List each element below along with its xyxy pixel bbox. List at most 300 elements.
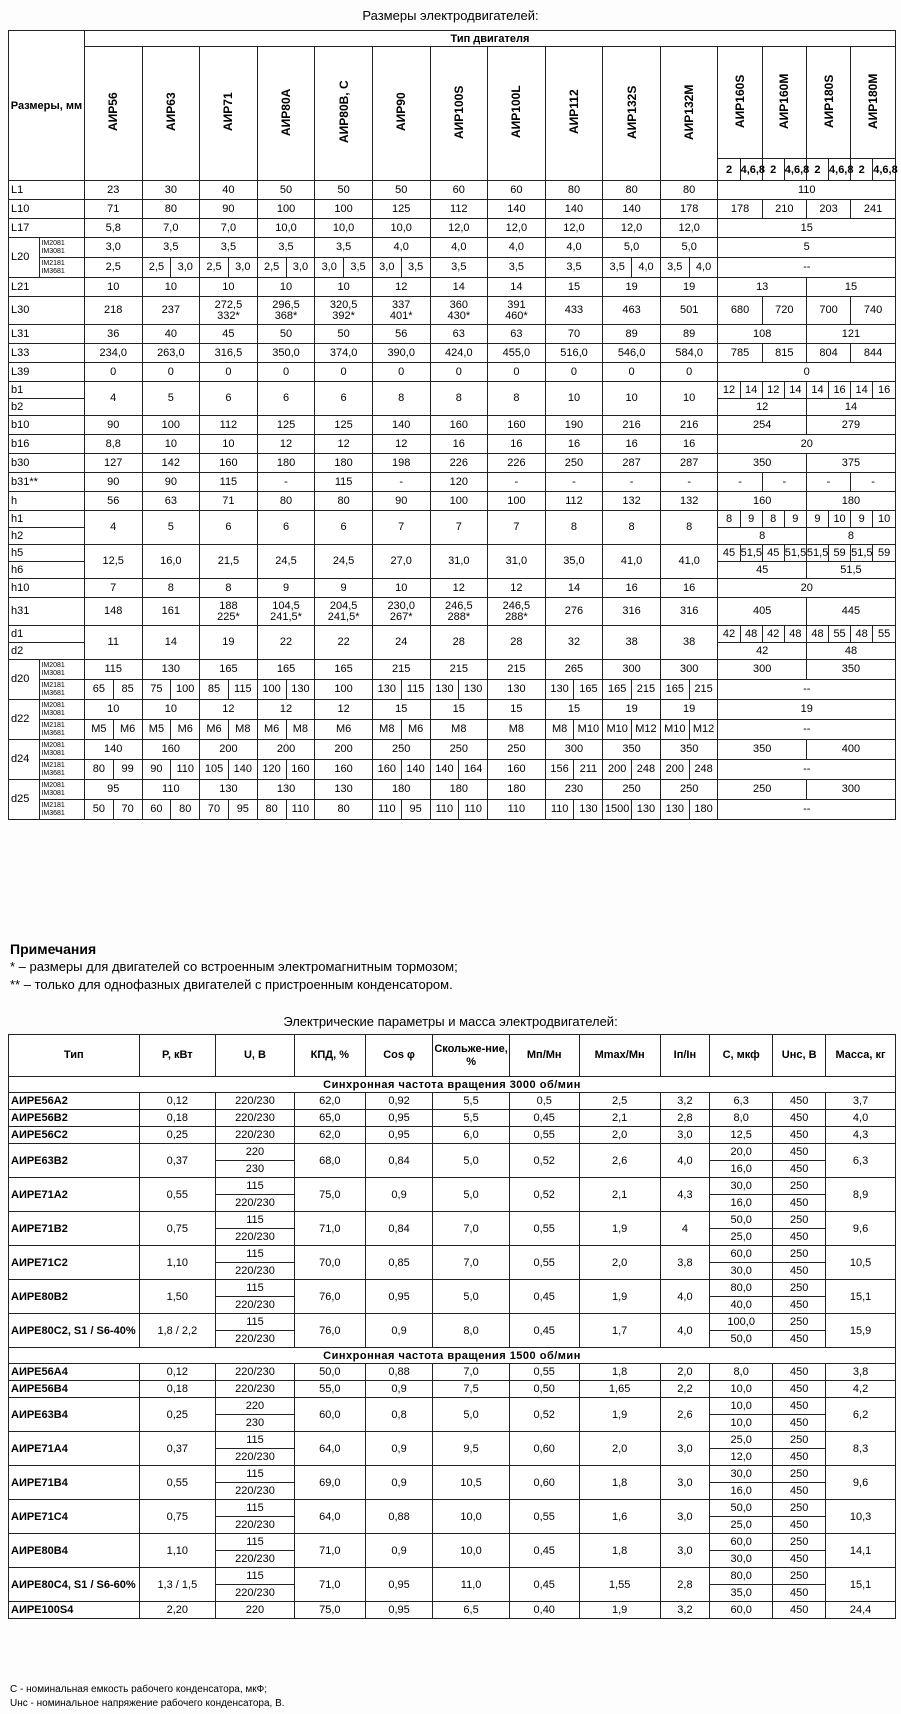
- dim-value: 424,0: [430, 344, 488, 363]
- dim-value: 200: [200, 740, 258, 760]
- dim-value: 16: [873, 382, 896, 399]
- start-current-ratio: 3,0: [660, 1127, 710, 1144]
- power: 0,25: [139, 1127, 216, 1144]
- dim-value: 203: [806, 200, 850, 219]
- dim-value: 90: [200, 200, 258, 219]
- dim-value: 48: [806, 643, 895, 660]
- dim-value: 19: [660, 700, 718, 720]
- dim-value: 8: [142, 579, 200, 598]
- dim-value: 300: [660, 660, 718, 680]
- dim-value: 700: [806, 297, 850, 325]
- start-current-ratio: 3,0: [660, 1466, 710, 1500]
- dim-value: 9: [784, 511, 806, 528]
- dim-value: 80: [545, 181, 603, 200]
- voltage: 220: [216, 1602, 295, 1619]
- dim-value: 10: [257, 278, 315, 297]
- start-current-ratio: 4,0: [660, 1144, 710, 1178]
- dim-value: 90: [84, 416, 142, 435]
- efficiency: 60,0: [294, 1398, 365, 1432]
- dim-value: 50: [315, 325, 373, 344]
- dim-label: h10: [9, 579, 85, 598]
- dim-value: 10: [142, 700, 200, 720]
- slip: 11,0: [433, 1568, 510, 1602]
- dim-value: 241: [851, 200, 896, 219]
- motor-type: АИРЕ71В4: [9, 1466, 140, 1500]
- dim-value: 10: [200, 435, 258, 454]
- efficiency: 62,0: [294, 1093, 365, 1110]
- dim-value: 132: [603, 492, 661, 511]
- dim-value: 200: [257, 740, 315, 760]
- voltage: 115: [216, 1534, 295, 1551]
- voltage: 115: [216, 1500, 295, 1517]
- dim-value: 12,0: [660, 219, 718, 238]
- capacitor-voltage: 450: [773, 1331, 826, 1348]
- mass: 6,2: [826, 1398, 896, 1432]
- dim-value: 50: [84, 800, 113, 820]
- voltage: 220/230: [216, 1585, 295, 1602]
- dim-value: 3,0: [228, 258, 257, 278]
- column-header: Cos φ: [365, 1035, 433, 1077]
- start-torque-ratio: 0,55: [509, 1212, 579, 1246]
- dim-value: 12: [718, 382, 740, 399]
- dim-value: 16,0: [142, 545, 200, 579]
- dim-value: 200: [660, 760, 689, 780]
- dim-label: d24: [9, 740, 40, 780]
- dim-value: 3,5: [603, 258, 632, 278]
- dim-label: L21: [9, 278, 85, 297]
- dim-value: 455,0: [488, 344, 546, 363]
- motor-type-header: [142, 47, 200, 181]
- dim-label: b2: [9, 399, 85, 416]
- dim-value: 40: [200, 181, 258, 200]
- dim-value: 80: [171, 800, 200, 820]
- slip: 7,0: [433, 1246, 510, 1280]
- voltage: 220/230: [216, 1331, 295, 1348]
- cos-phi: 0,95: [365, 1110, 433, 1127]
- dim-value: M6: [401, 720, 430, 740]
- dim-value: 51,5: [806, 545, 828, 562]
- dim-value: 272,5 332*: [200, 297, 258, 325]
- dim-value: 12: [372, 278, 430, 297]
- dim-value: 180: [806, 492, 895, 511]
- dim-value: 246,5 288*: [488, 598, 546, 626]
- dim-value: 130: [660, 800, 689, 820]
- voltage: 220/230: [216, 1483, 295, 1500]
- dim-value: 140: [545, 200, 603, 219]
- mass: 14,1: [826, 1534, 896, 1568]
- dim-value: 15: [488, 700, 546, 720]
- dim-value: 12: [718, 399, 806, 416]
- dim-value: 115: [228, 680, 257, 700]
- start-torque-ratio: 0,5: [509, 1093, 579, 1110]
- voltage: 115: [216, 1280, 295, 1297]
- dim-value: 100: [315, 200, 373, 219]
- power: 1,50: [139, 1280, 216, 1314]
- dim-value: 70: [113, 800, 142, 820]
- dim-value: 180: [315, 454, 373, 473]
- capacitor-voltage: 450: [773, 1602, 826, 1619]
- dim-value: 130: [257, 780, 315, 800]
- dim-value: 160: [286, 760, 315, 780]
- dim-value: 12: [488, 579, 546, 598]
- dim-value: 110: [488, 800, 546, 820]
- dim-label: L1: [9, 181, 85, 200]
- dim-value: 16: [829, 382, 851, 399]
- capacitance: 80,0: [710, 1568, 773, 1585]
- capacitance: 30,0: [710, 1466, 773, 1483]
- mass: 15,9: [826, 1314, 896, 1348]
- capacitance: 8,0: [710, 1110, 773, 1127]
- start-torque-ratio: 0,52: [509, 1398, 579, 1432]
- dim-value: 0: [718, 363, 896, 382]
- dim-value: 296,5 368*: [257, 297, 315, 325]
- dim-value: 80: [257, 492, 315, 511]
- dim-value: 374,0: [315, 344, 373, 363]
- start-current-ratio: 3,2: [660, 1602, 710, 1619]
- dim-value: 80: [660, 181, 718, 200]
- dim-value: 0: [488, 363, 546, 382]
- dim-value: 1500: [603, 800, 632, 820]
- notes: [10, 941, 458, 995]
- dim-value: 55: [829, 626, 851, 643]
- dim-value: M10: [574, 720, 603, 740]
- dim-value: 10: [142, 435, 200, 454]
- dim-value: 48: [851, 626, 873, 643]
- dim-value: 100: [257, 680, 286, 700]
- dim-value: 15: [430, 700, 488, 720]
- dim-value: -: [806, 473, 850, 492]
- dim-value: 7,0: [200, 219, 258, 238]
- dim-value: 5,0: [603, 238, 661, 258]
- power: 0,18: [139, 1110, 216, 1127]
- voltage: 220/230: [216, 1229, 295, 1246]
- mass: 4,2: [826, 1381, 896, 1398]
- dim-value: 130: [315, 780, 373, 800]
- dim-label: b1: [9, 382, 85, 399]
- dim-value: 3,5: [660, 258, 689, 278]
- motor-type: АИРЕ80В2: [9, 1280, 140, 1314]
- dim-value: 165: [574, 680, 603, 700]
- dim-value: 300: [806, 780, 895, 800]
- slip: 7,0: [433, 1212, 510, 1246]
- mount-code: IM2081 IM3081: [40, 660, 85, 680]
- dim-label: d2: [9, 643, 85, 660]
- efficiency: 76,0: [294, 1314, 365, 1348]
- motor-type-header: [430, 47, 488, 181]
- dim-value: 10: [603, 382, 661, 416]
- voltage: 220/230: [216, 1551, 295, 1568]
- dim-value: 140: [603, 200, 661, 219]
- dim-value: 100: [142, 416, 200, 435]
- motor-type-label: АИР180М: [866, 73, 881, 129]
- slip: 5,0: [433, 1144, 510, 1178]
- max-torque-ratio: 1,9: [579, 1398, 660, 1432]
- dim-value: 584,0: [660, 344, 718, 363]
- capacitance: 16,0: [710, 1161, 773, 1178]
- dim-value: 4,0: [545, 238, 603, 258]
- voltage: 115: [216, 1432, 295, 1449]
- dim-value: 0: [257, 363, 315, 382]
- dim-value: 142: [142, 454, 200, 473]
- dim-value: 3,5: [142, 238, 200, 258]
- max-torque-ratio: 1,65: [579, 1381, 660, 1398]
- dim-value: 130: [545, 680, 574, 700]
- capacitor-voltage: 250: [773, 1178, 826, 1195]
- dim-value: 80: [142, 200, 200, 219]
- dim-value: 14: [545, 579, 603, 598]
- capacitance: 80,0: [710, 1280, 773, 1297]
- dim-value: 250: [545, 454, 603, 473]
- dim-value: 125: [257, 416, 315, 435]
- dim-value: 4,0: [430, 238, 488, 258]
- start-current-ratio: 3,8: [660, 1246, 710, 1280]
- dim-value: 248: [689, 760, 718, 780]
- dim-value: 445: [806, 598, 895, 626]
- dim-value: 19: [718, 700, 896, 720]
- motor-type: АИРЕ56А4: [9, 1364, 140, 1381]
- dim-value: 50: [257, 325, 315, 344]
- dim-value: 165: [315, 660, 373, 680]
- group-label: Тип двигателя: [84, 31, 895, 47]
- dim-value: 320,5 392*: [315, 297, 373, 325]
- poles-2: 2: [806, 159, 828, 181]
- dim-value: 41,0: [603, 545, 661, 579]
- start-current-ratio: 3,0: [660, 1500, 710, 1534]
- dim-value: 3,0: [286, 258, 315, 278]
- max-torque-ratio: 1,7: [579, 1314, 660, 1348]
- cos-phi: 0,95: [365, 1280, 433, 1314]
- start-torque-ratio: 0,60: [509, 1466, 579, 1500]
- capacitor-voltage: 250: [773, 1280, 826, 1297]
- capacitor-voltage: 250: [773, 1500, 826, 1517]
- notes-heading: Примечания: [10, 941, 97, 957]
- dim-value: 10: [873, 511, 896, 528]
- capacitance: 60,0: [710, 1246, 773, 1263]
- dim-value: 279: [806, 416, 895, 435]
- dim-value: 165: [660, 680, 689, 700]
- dim-value: 190: [545, 416, 603, 435]
- capacitor-voltage: 250: [773, 1246, 826, 1263]
- dim-label: h1: [9, 511, 85, 528]
- dim-value: 3,5: [430, 258, 488, 278]
- dim-value: 4: [84, 511, 142, 545]
- mass: 3,8: [826, 1364, 896, 1381]
- dim-value: 15: [806, 278, 895, 297]
- power: 1,8 / 2,2: [139, 1314, 216, 1348]
- dim-value: 45: [718, 562, 806, 579]
- dim-value: 31,0: [488, 545, 546, 579]
- dim-value: 59: [873, 545, 896, 562]
- efficiency: 70,0: [294, 1246, 365, 1280]
- dim-value: 9: [315, 579, 373, 598]
- dim-value: 160: [142, 740, 200, 760]
- dim-value: 815: [762, 344, 806, 363]
- mount-code: IM2181 IM3681: [40, 800, 85, 820]
- dim-value: 63: [142, 492, 200, 511]
- dim-value: 42: [762, 626, 784, 643]
- dim-value: M5: [84, 720, 113, 740]
- capacitance: 25,0: [710, 1517, 773, 1534]
- dim-value: 3,0: [372, 258, 401, 278]
- voltage: 230: [216, 1161, 295, 1178]
- dim-value: 63: [488, 325, 546, 344]
- dim-label: h: [9, 492, 85, 511]
- mass: 9,6: [826, 1212, 896, 1246]
- dim-value: 8: [660, 511, 718, 545]
- efficiency: 65,0: [294, 1110, 365, 1127]
- start-torque-ratio: 0,52: [509, 1144, 579, 1178]
- dim-value: 680: [718, 297, 762, 325]
- cos-phi: 0,88: [365, 1500, 433, 1534]
- dim-value: M8: [488, 720, 546, 740]
- dim-value: 14: [740, 382, 762, 399]
- dim-value: 226: [488, 454, 546, 473]
- dim-label: L39: [9, 363, 85, 382]
- dim-value: 6: [257, 511, 315, 545]
- mass: 10,5: [826, 1246, 896, 1280]
- column-header: Мп/Мн: [509, 1035, 579, 1077]
- efficiency: 75,0: [294, 1178, 365, 1212]
- max-torque-ratio: 1,6: [579, 1500, 660, 1534]
- motor-type-label: АИР100S: [451, 85, 466, 139]
- capacitor-voltage: 450: [773, 1517, 826, 1534]
- dim-value: 226: [430, 454, 488, 473]
- dim-value: 250: [372, 740, 430, 760]
- mount-code: IM2081 IM3081: [40, 700, 85, 720]
- start-current-ratio: 4,0: [660, 1280, 710, 1314]
- dim-value: 16: [603, 579, 661, 598]
- dim-value: 8: [762, 511, 784, 528]
- dim-label: b31**: [9, 473, 85, 492]
- motor-type: АИРЕ80С2, S1 / S6-40%: [9, 1314, 140, 1348]
- dim-value: 200: [315, 740, 373, 760]
- start-current-ratio: 2,8: [660, 1568, 710, 1602]
- dim-value: 250: [603, 780, 661, 800]
- dim-value: M6: [200, 720, 229, 740]
- motor-type-label: АИР100L: [509, 85, 524, 139]
- poles-2: 2: [762, 159, 784, 181]
- dim-value: 8: [430, 382, 488, 416]
- dim-value: -: [762, 473, 806, 492]
- dim-value: 316: [603, 598, 661, 626]
- dim-value: 14: [784, 382, 806, 399]
- motor-type-header: [603, 47, 661, 181]
- capacitor-voltage: 450: [773, 1364, 826, 1381]
- dim-value: 140: [488, 200, 546, 219]
- dim-value: 2,5: [257, 258, 286, 278]
- electrical-table: [8, 1034, 896, 1619]
- motor-type-label: АИР132S: [624, 85, 639, 139]
- dim-value: 375: [806, 454, 895, 473]
- mount-code: IM2181 IM3681: [40, 760, 85, 780]
- dim-value: 0: [315, 363, 373, 382]
- motor-type-label: АИР160S: [733, 74, 748, 128]
- dim-value: 11: [84, 626, 142, 660]
- dim-value: 720: [762, 297, 806, 325]
- start-current-ratio: 2,0: [660, 1364, 710, 1381]
- capacitance: 6,3: [710, 1093, 773, 1110]
- dim-value: 200: [603, 760, 632, 780]
- start-current-ratio: 2,6: [660, 1398, 710, 1432]
- motor-type: АИРЕ56В2: [9, 1110, 140, 1127]
- dim-value: M8: [372, 720, 401, 740]
- dim-value: 198: [372, 454, 430, 473]
- capacitance: 10,0: [710, 1415, 773, 1432]
- dim-value: 28: [430, 626, 488, 660]
- dim-value: 24,5: [315, 545, 373, 579]
- voltage: 230: [216, 1415, 295, 1432]
- dim-value: 80: [257, 800, 286, 820]
- dim-value: 10,0: [315, 219, 373, 238]
- dim-value: 160: [200, 454, 258, 473]
- max-torque-ratio: 2,5: [579, 1093, 660, 1110]
- capacitor-voltage: 450: [773, 1381, 826, 1398]
- start-current-ratio: 2,2: [660, 1381, 710, 1398]
- dim-label: L33: [9, 344, 85, 363]
- dim-value: 30: [142, 181, 200, 200]
- dim-value: 36: [84, 325, 142, 344]
- efficiency: 71,0: [294, 1534, 365, 1568]
- capacitor-voltage: 450: [773, 1093, 826, 1110]
- dim-label: L20: [9, 238, 40, 278]
- mass: 24,4: [826, 1602, 896, 1619]
- dim-label: h2: [9, 528, 85, 545]
- motor-type-label: АИР112: [566, 89, 581, 135]
- dim-value: M8: [286, 720, 315, 740]
- dim-value: 8: [545, 511, 603, 545]
- max-torque-ratio: 1,8: [579, 1364, 660, 1381]
- dim-value: M6: [315, 720, 373, 740]
- dim-value: 164: [459, 760, 488, 780]
- dim-value: 210: [762, 200, 806, 219]
- dim-value: 546,0: [603, 344, 661, 363]
- dim-value: 50: [315, 181, 373, 200]
- dim-value: 8: [603, 511, 661, 545]
- dim-value: 0: [200, 363, 258, 382]
- dim-value: 6: [315, 382, 373, 416]
- dim-value: 12: [257, 700, 315, 720]
- dim-value: 7: [430, 511, 488, 545]
- dim-value: 8: [372, 382, 430, 416]
- column-header: Скольже-ние, %: [433, 1035, 510, 1077]
- dim-value: 104,5 241,5*: [257, 598, 315, 626]
- dim-value: 10: [142, 278, 200, 297]
- cos-phi: 0,9: [365, 1314, 433, 1348]
- capacitance: 25,0: [710, 1432, 773, 1449]
- dim-value: 140: [430, 760, 459, 780]
- dim-value: 13: [718, 278, 806, 297]
- dim-value: 350: [603, 740, 661, 760]
- motor-type-label: АИР160М: [777, 73, 792, 129]
- dim-value: 125: [315, 416, 373, 435]
- capacitor-voltage: 450: [773, 1229, 826, 1246]
- start-torque-ratio: 0,55: [509, 1364, 579, 1381]
- power: 0,75: [139, 1212, 216, 1246]
- dim-value: 160: [315, 760, 373, 780]
- dim-value: 16: [545, 435, 603, 454]
- efficiency: 68,0: [294, 1144, 365, 1178]
- dim-value: M8: [228, 720, 257, 740]
- dim-value: 218: [84, 297, 142, 325]
- dim-label: h6: [9, 562, 85, 579]
- dim-value: 12: [200, 700, 258, 720]
- power: 0,12: [139, 1093, 216, 1110]
- dim-value: 3,5: [200, 238, 258, 258]
- dim-value: 80: [84, 760, 113, 780]
- capacitor-voltage: 250: [773, 1432, 826, 1449]
- dim-value: 15: [545, 278, 603, 297]
- dim-value: 100: [315, 680, 373, 700]
